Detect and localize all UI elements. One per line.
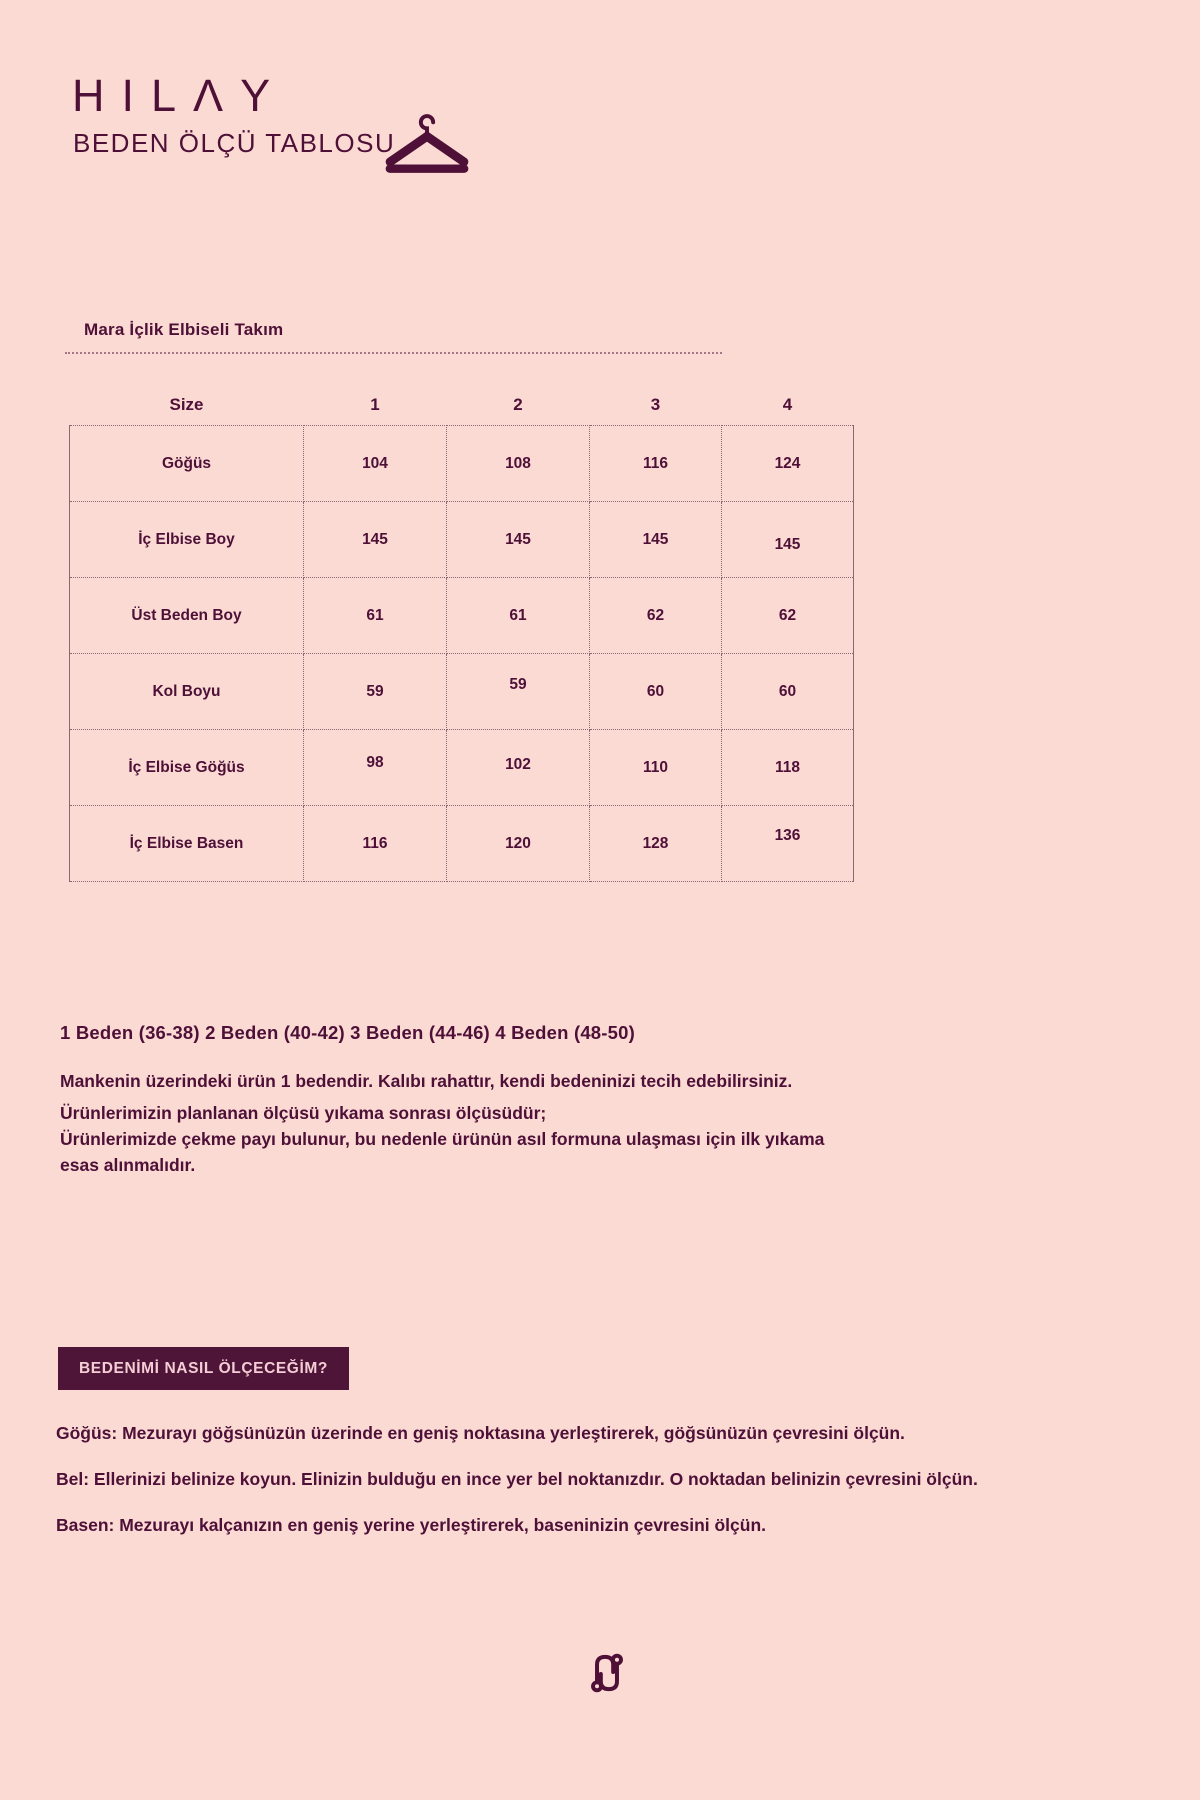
- size-legend: 1 Beden (36-38) 2 Beden (40-42) 3 Beden (44-46) 4 Beden (48-50): [60, 1022, 635, 1043]
- notes-block: [60, 1068, 900, 1178]
- measurement-value: 145: [722, 502, 854, 578]
- table-row: [70, 806, 854, 882]
- size-column-header: 4: [782, 395, 793, 414]
- measurement-label: İç Elbise Göğüs: [70, 730, 304, 806]
- note-line: Ürünlerimizin planlanan ölçüsü yıkama sonrası ölçüsüdür;: [60, 1103, 547, 1123]
- size-table-body: [70, 426, 854, 882]
- measurement-label: Göğüs: [70, 426, 304, 502]
- table-row: [70, 730, 854, 806]
- divider: [65, 352, 722, 354]
- size-column-header: 2: [513, 395, 523, 414]
- table-row: [70, 578, 854, 654]
- measurement-label: İç Elbise Boy: [70, 502, 304, 578]
- table-row: [70, 426, 854, 502]
- size-column-header: Size: [169, 395, 204, 414]
- instruction-line: Basen: Mezurayı kalçanızın en geniş yerine yerleştirerek, baseninizin çevresini ölçün.: [56, 1515, 767, 1535]
- measurement-value: 116: [590, 426, 722, 502]
- brand-monogram-icon: [588, 1650, 626, 1696]
- measurement-value: 61: [447, 578, 590, 654]
- size-table: [69, 385, 854, 882]
- note-line: Mankenin üzerindeki ürün 1 bedendir. Kalıbı rahattır, kendi bedeninizi tecih edebilirsiniz.: [60, 1071, 793, 1091]
- measurement-value: 62: [722, 578, 854, 654]
- instruction-line: Göğüs: Mezurayı göğsünüzün üzerinde en geniş noktasına yerleştirerek, göğsünüzün çevresini ölçün.: [56, 1423, 905, 1443]
- note-line: esas alınmalıdır.: [60, 1155, 196, 1175]
- how-to-measure-badge: BEDENİMİ NASIL ÖLÇECEĞİM?: [58, 1347, 349, 1390]
- size-table-head-row: [70, 385, 854, 426]
- measurement-value: 136: [722, 806, 854, 882]
- brand-logo: HILΛY: [72, 70, 288, 121]
- measurement-value: 120: [447, 806, 590, 882]
- page-title: BEDEN ÖLÇÜ TABLOSU: [73, 128, 396, 158]
- measurement-value: 62: [590, 578, 722, 654]
- measurement-value: 102: [447, 730, 590, 806]
- product-title: Mara İçlik Elbiseli Takım: [84, 320, 284, 339]
- measurement-value: 145: [447, 502, 590, 578]
- measurement-value: 128: [590, 806, 722, 882]
- measurement-value: 59: [447, 654, 590, 730]
- instruction-line: Bel: Ellerinizi belinize koyun. Elinizin bulduğu en ince yer bel noktanızdır. O noktadan belinizin çevresini ölçün.: [56, 1469, 978, 1489]
- measurement-label: Kol Boyu: [70, 654, 304, 730]
- table-row: [70, 502, 854, 578]
- measurement-value: 108: [447, 426, 590, 502]
- measurement-value: 59: [304, 654, 447, 730]
- measurement-value: 110: [590, 730, 722, 806]
- measurement-value: 118: [722, 730, 854, 806]
- measurement-value: 145: [304, 502, 447, 578]
- measurement-label: Üst Beden Boy: [70, 578, 304, 654]
- measurement-value: 60: [722, 654, 854, 730]
- measurement-value: 145: [590, 502, 722, 578]
- hanger-icon: [383, 112, 471, 180]
- measurement-value: 61: [304, 578, 447, 654]
- measurement-label: İç Elbise Basen: [70, 806, 304, 882]
- measurement-value: 124: [722, 426, 854, 502]
- measurement-value: 60: [590, 654, 722, 730]
- note-line: Ürünlerimizde çekme payı bulunur, bu nedenle ürünün asıl formuna ulaşması için ilk yıkama: [60, 1129, 825, 1149]
- measure-instructions: [56, 1424, 1136, 1562]
- size-column-header: 3: [650, 395, 661, 414]
- measurement-value: 98: [304, 730, 447, 806]
- measurement-value: 116: [304, 806, 447, 882]
- table-row: [70, 654, 854, 730]
- measurement-value: 104: [304, 426, 447, 502]
- size-column-header: 1: [370, 395, 380, 414]
